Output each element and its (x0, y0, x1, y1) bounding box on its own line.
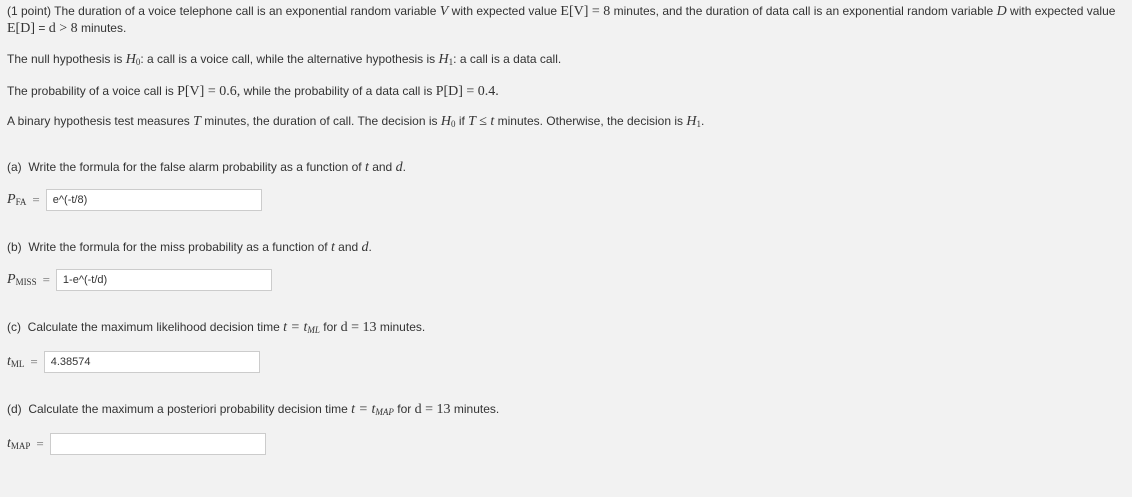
pmiss-answer-input[interactable] (56, 269, 272, 291)
problem-intro: (1 point) The duration of a voice telephone call is an exponential random variable V with expected value E[V] = 8 minutes, and the duration of data call is an exponential random variable D with expected value E[D] = d > 8 minutes. (7, 4, 1116, 36)
tmap-answer-input[interactable] (50, 433, 266, 455)
tmap-label: $t_{MAP}$ (7, 436, 31, 451)
part-c-question: (c) Calculate the maximum likelihood decision time $t = t_{ML}$ for d = 13 minutes. (7, 320, 426, 335)
pfa-label: $P_{FA}$ (7, 192, 27, 207)
pmiss-label: $P_{MISS}$ (7, 272, 37, 287)
tml-answer-input[interactable] (44, 351, 260, 373)
part-b-answer-row: $P_{MISS}$ = 1-e^(-t/d) (7, 267, 1125, 293)
part-c-answer-row: $t_{ML}$ = 4.38574 (7, 349, 1125, 375)
hypotheses-statement: The null hypothesis is $H_0$: a call is a voice call, while the alternative hypothesis is $H_1$: a call is a data call. (7, 52, 562, 67)
part-a-question: (a) Write the formula for the false alarm probability as a function of t and d. (7, 160, 406, 175)
part-d-question: (d) Calculate the maximum a posteriori probability decision time $t = t_{MAP}$ for d = 13 minutes. (7, 402, 500, 417)
probabilities-statement: The probability of a voice call is P[V] = 0.6, while the probability of a data call is P[D] = 0.4. (7, 84, 499, 99)
part-b-question: (b) Write the formula for the miss probability as a function of t and d. (7, 240, 372, 255)
pfa-answer-input[interactable] (46, 189, 262, 211)
test-statement: A binary hypothesis test measures T minutes, the duration of call. The decision is $H_0$ if T ≤ t minutes. Otherwise, the decision is $H_1$. (7, 114, 705, 129)
part-a-answer-row: $P_{FA}$ = e^(-t/8) (7, 187, 1125, 213)
points-label: (1 point) (7, 4, 52, 18)
part-d-answer-row: $t_{MAP}$ = (7, 431, 1125, 457)
tml-label: $t_{ML}$ (7, 354, 25, 369)
